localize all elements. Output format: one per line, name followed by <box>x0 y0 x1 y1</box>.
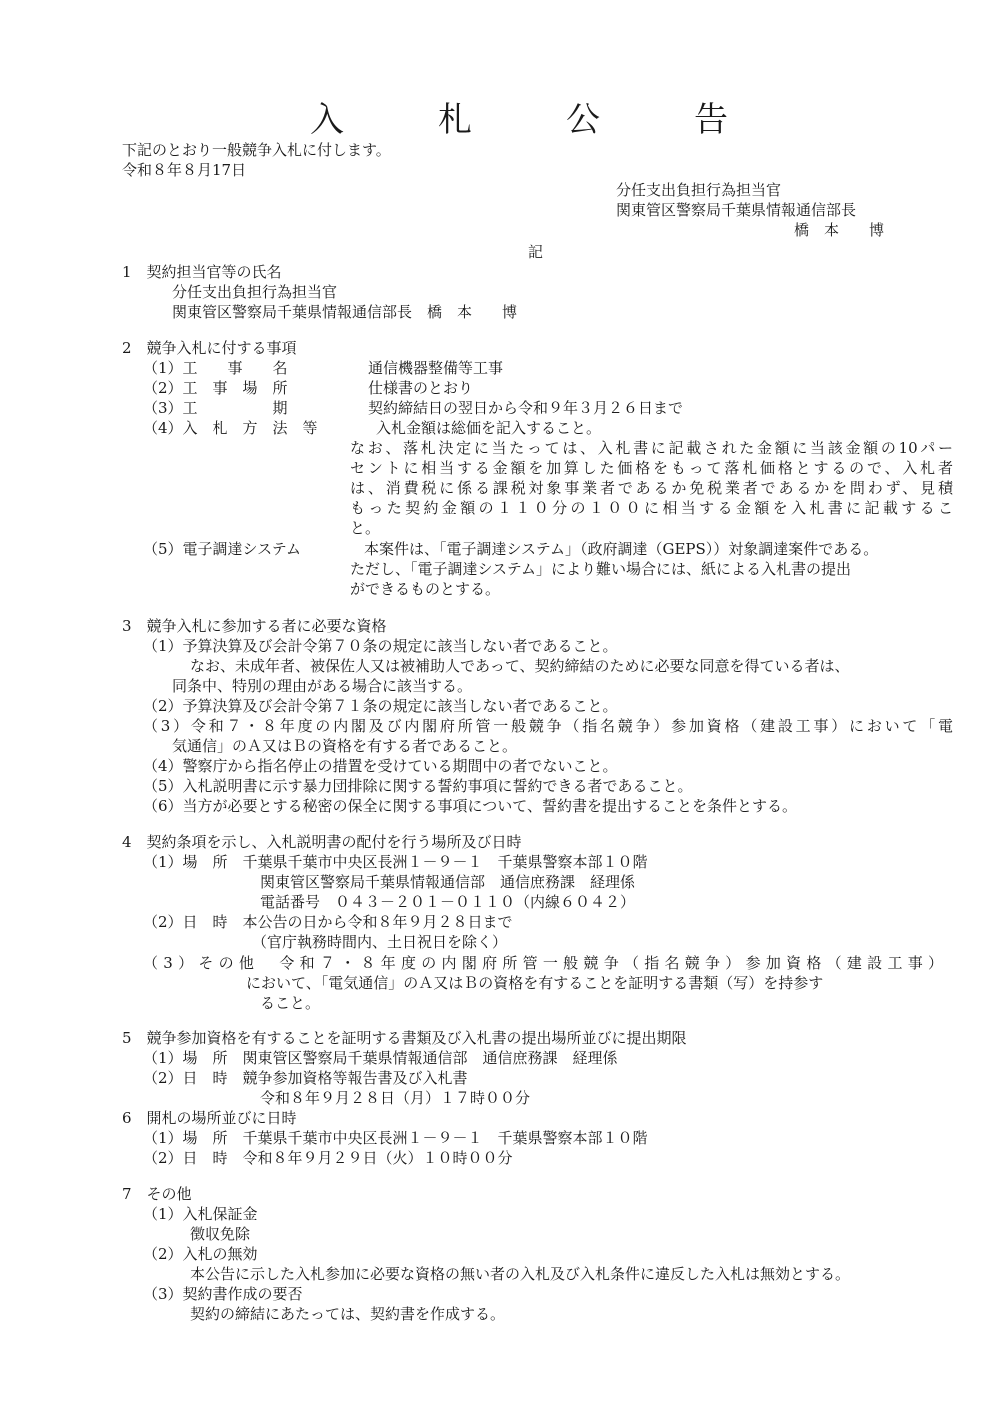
submission-line: （1）場 所 関東管区警察局千葉県情報通信部 通信庶務課 経理係 <box>143 1049 618 1067</box>
requirement-line: （1）予算決算及び会計令第７０条の規定に該当しない者であること。 <box>143 637 618 655</box>
notice-date: 令和８年８月17日 <box>122 161 247 179</box>
submission-line: （2）日 時 競争参加資格等報告書及び入札書 <box>143 1069 468 1087</box>
other-item-label: （3）契約書作成の要否 <box>143 1285 303 1303</box>
requirement-line: なお、未成年者、被保佐人又は被補助人であって、契約締結のために必要な同意を得ている者は、 <box>190 657 850 675</box>
requirement-line: （3）令和７・８年度の内閣及び内閣府所管一般競争（指名競争）参加資格（建設工事）において「電 <box>143 717 953 735</box>
item-text: 入札金額は総価を記入すること。 <box>376 419 602 437</box>
section-1-line: 分任支出負担行為担当官 <box>172 283 338 301</box>
datetime-line: （2）日 時 本公告の日から令和８年９月２８日まで <box>143 913 513 931</box>
item-text: ができるものとする。 <box>350 580 501 598</box>
other-line: ること。 <box>260 994 321 1012</box>
item-label: （4）入 札 方 法 等 <box>143 419 318 437</box>
item-text: 仕様書のとおり <box>368 379 474 397</box>
requirement-line: 気通信」のＡ又はＢの資格を有する者であること。 <box>172 737 518 755</box>
document-title: 入 札 公 告 <box>310 100 758 140</box>
item-text: と。 <box>350 519 381 537</box>
item-text: は、消費税に係る課税対象事業者であるか免税業者であるかを問わず、見積 <box>350 479 953 497</box>
requirement-line: （5）入札説明書に示す暴力団排除に関する誓約事項に誓約できる者であること。 <box>143 777 693 795</box>
datetime-line: （官庁執務時間内、土日祝日を除く） <box>252 933 508 951</box>
item-text: なお、落札決定に当たっては、入札書に記載された金額に当該金額の10パー <box>350 439 953 457</box>
item-text: 通信機器整備等工事 <box>368 359 504 377</box>
item-label: （5）電子調達システム <box>143 540 302 558</box>
other-line: において、「電気通信」のＡ又はＢの資格を有することを証明する書類（写）を持参す <box>246 974 824 992</box>
ki-marker: 記 <box>528 243 544 261</box>
other-item-text: 徴収免除 <box>190 1225 251 1243</box>
item-text: 本案件は、「電子調達システム」（政府調達（GEPS））対象調達案件である。 <box>364 540 879 558</box>
phone-line: 電話番号 ０４３－２０１－０１１０（内線６０４２） <box>260 893 636 911</box>
section-5-heading: 5 競争参加資格を有することを証明する書類及び入札書の提出場所並びに提出期限 <box>122 1029 687 1047</box>
other-line: （3）その他 令和７・８年度の内閣府所管一般競争（指名競争）参加資格（建設工事） <box>143 954 943 972</box>
other-item-label: （2）入札の無効 <box>143 1245 258 1263</box>
issuer-name: 橋 本 博 <box>794 221 885 239</box>
section-2-heading: 2 競争入札に付する事項 <box>122 339 297 357</box>
other-item-text: 契約の締結にあたっては、契約書を作成する。 <box>190 1305 506 1323</box>
other-item-label: （1）入札保証金 <box>143 1205 258 1223</box>
section-3-heading: 3 競争入札に参加する者に必要な資格 <box>122 617 387 635</box>
item-label: （1）工 事 名 <box>143 359 288 377</box>
other-item-text: 本公告に示した入札参加に必要な資格の無い者の入札及び入札条件に違反した入札は無効とする。 <box>190 1265 851 1283</box>
item-label: （3）工 期 <box>143 399 288 417</box>
item-text: 契約締結日の翌日から令和９年３月２６日まで <box>368 399 684 417</box>
location-line: 関東管区警察局千葉県情報通信部 通信庶務課 経理係 <box>260 873 636 891</box>
location-line: （1）場 所 千葉県千葉市中央区長洲１－９－１ 千葉県警察本部１０階 <box>143 853 648 871</box>
item-text: セントに相当する金額を加算した価格をもって落札価格とするので、入札者 <box>350 459 953 477</box>
intro-text: 下記のとおり一般競争入札に付します。 <box>122 141 391 159</box>
section-4-heading: 4 契約条項を示し、入札説明書の配付を行う場所及び日時 <box>122 833 522 851</box>
item-text: ただし、「電子調達システム」により難い場合には、紙による入札書の提出 <box>350 560 852 578</box>
requirement-line: 同条中、特別の理由がある場合に該当する。 <box>172 677 473 695</box>
section-1-line: 関東管区警察局千葉県情報通信部長 橋 本 博 <box>172 303 518 321</box>
issuer-role: 分任支出負担行為担当官 <box>616 181 782 199</box>
item-label: （2）工 事 場 所 <box>143 379 288 397</box>
requirement-line: （4）警察庁から指名停止の措置を受けている期間中の者でないこと。 <box>143 757 618 775</box>
section-7-heading: 7 その他 <box>122 1185 192 1203</box>
deadline-line: 令和８年９月２８日（月）１７時００分 <box>260 1089 531 1107</box>
item-text: もった契約金額の１１０分の１００に相当する金額を入札書に記載するこ <box>350 499 953 517</box>
requirement-line: （6）当方が必要とする秘密の保全に関する事項について、誓約書を提出することを条件とする。 <box>143 797 797 815</box>
opening-line: （1）場 所 千葉県千葉市中央区長洲１－９－１ 千葉県警察本部１０階 <box>143 1129 648 1147</box>
opening-line: （2）日 時 令和８年９月２９日（火）１０時００分 <box>143 1149 513 1167</box>
issuer-dept: 関東管区警察局千葉県情報通信部長 <box>616 201 857 219</box>
section-6-heading: 6 開札の場所並びに日時 <box>122 1109 297 1127</box>
requirement-line: （2）予算決算及び会計令第７１条の規定に該当しない者であること。 <box>143 697 618 715</box>
section-1-heading: 1 契約担当官等の氏名 <box>122 263 282 281</box>
